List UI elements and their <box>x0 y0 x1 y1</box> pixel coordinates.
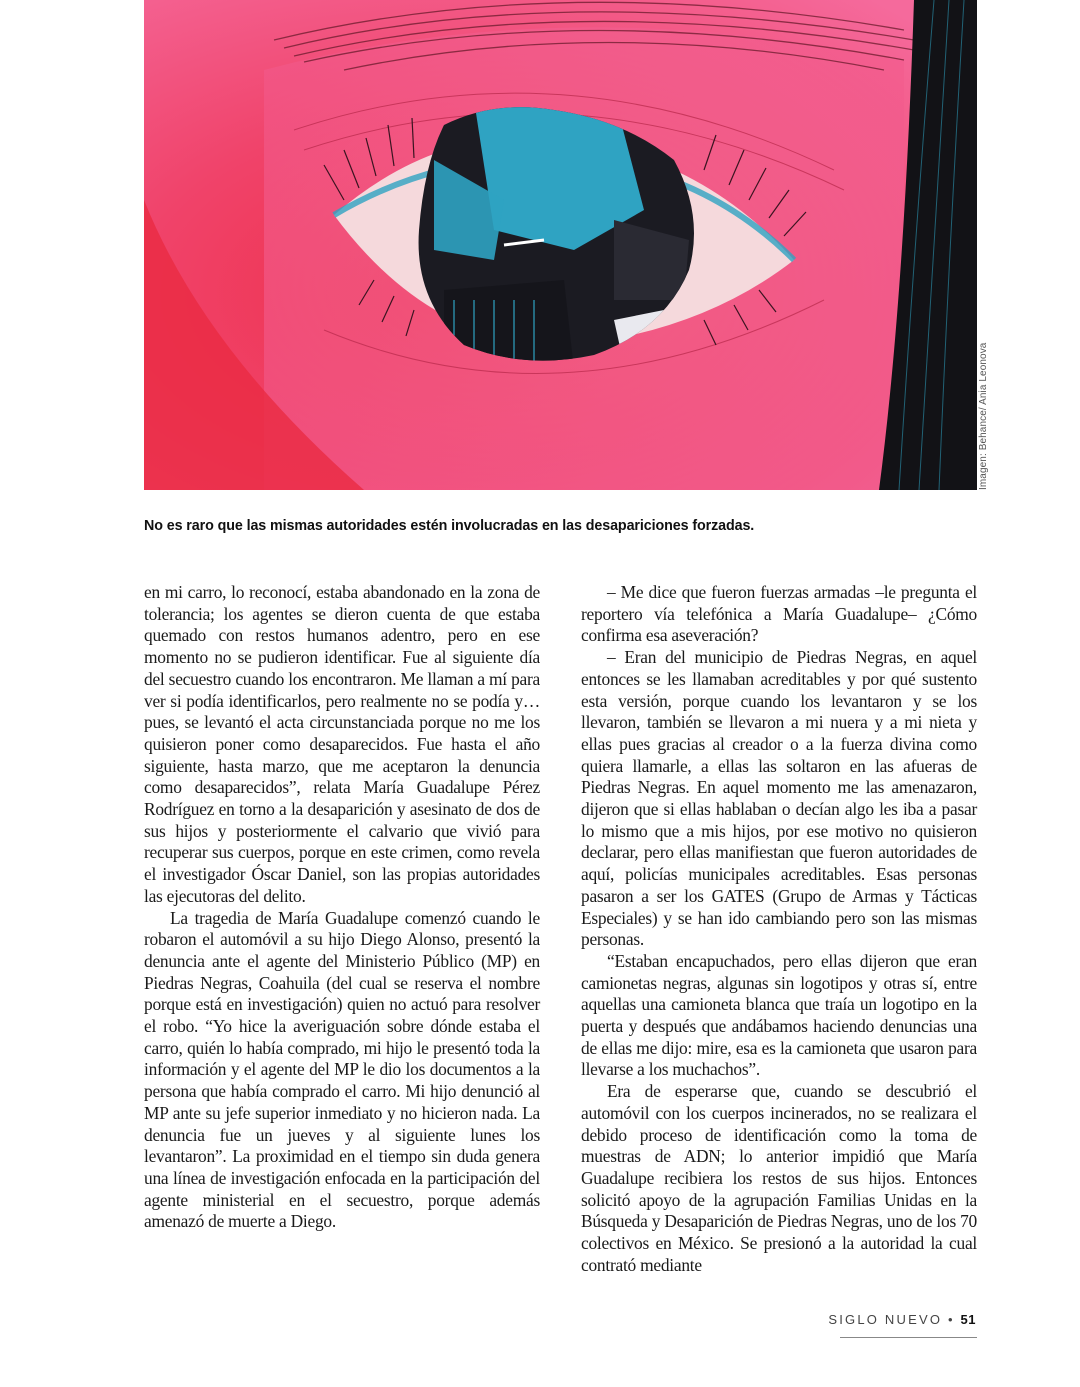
right-column <box>581 582 977 1277</box>
page-number: 51 <box>960 1312 976 1327</box>
body-paragraph: – Me dice que fueron fuerzas armadas –le pregunta el reportero vía telefónica a María Guadalupe– ¿Cómo confirma esa aseveración? <box>581 582 977 646</box>
footer-rule <box>840 1337 977 1338</box>
eye-reflection-illustration <box>144 0 977 490</box>
page-footer <box>828 1312 976 1327</box>
image-caption: No es raro que las mismas autoridades estén involucradas en las desapariciones forzadas. <box>144 518 755 534</box>
image-credit: Imagen: Behance/ Ania Leonova <box>978 342 989 490</box>
left-column <box>144 582 540 1233</box>
body-paragraph: “Estaban encapuchados, pero ellas dijeron que eran camionetas negras, algunas sin logotipos y otras sí, entre aquellas una camioneta blanca que traía un logotipo en la puerta y después que andábamos haciendo denuncias una de ellas me dijo: mire, esa es la camioneta que usaron para llevarse a los muchachos”. <box>581 950 977 1080</box>
body-paragraph: Era de esperarse que, cuando se descubrió el automóvil con los cuerpos incinerados, no se realizara el debido proceso de identificación como la toma de muestras de ADN; lo anterior impidió que María Guadalupe recibiera los restos de sus hijos. Entonces solicitó apoyo de la agrupación Familias Unidas en la Búsqueda y Desaparición de Piedras Negras, uno de los 70 colectivos en México. Se presionó a la autoridad la cual contrató mediante <box>581 1081 977 1275</box>
body-paragraph: en mi carro, lo reconocí, estaba abandonado en la zona de tolerancia; los agentes se dieron cuenta de que estaba quemado con restos humanos adentro, pero en ese momento no se pudieron identificar. Fue al siguiente día del secuestro cuando los encontraron. Me llaman a mí para ver si podía identificarlos, pero realmente no se podía y… pues, se levantó el acta circunstanciada porque no me los quisieron poner como desaparecidos. Fue hasta el año siguiente, hasta marzo, que me aceptaron la denuncia como desaparecidos”, relata María Guadalupe Pérez Rodríguez en torno a la desaparición y asesinato de dos de sus hijos y posteriormente el calvario que vivió para recuperar sus cuerpos, porque en este crimen, como revela el investigador Óscar Daniel, son las propias autoridades las ejecutoras del delito. <box>144 582 540 906</box>
body-paragraph: La tragedia de María Guadalupe comenzó cuando le robaron el automóvil a su hijo Diego Alonso, presentó la denuncia ante el agente del Ministerio Público (MP) en Piedras Negras, Coahuila (del cual se reserva el nombre porque está en investigación) quien no actuó para resolver el robo. “Yo hice la averiguación sobre dónde estaba el carro, quién lo había comprado, mi hijo le presentó toda la información y el agente del MP le dio los documentos a la persona que había comprado el carro. Mi hijo denunció al MP ante su jefe superior inmediato y no hicieron nada. La denuncia fue un jueves y al siguiente lunes los levantaron”. La proximidad en el tiempo sin duda genera una línea de investigación enfocada en la participación del agente ministerial en el secuestro, porque además amenazó de muerte a Diego. <box>144 907 540 1232</box>
eye-illustration-svg <box>144 0 977 490</box>
footer-separator: • <box>947 1312 955 1327</box>
body-paragraph: – Eran del municipio de Piedras Negras, en aquel entonces se les llamaban acreditables y por qué sustento esta versión, porque cuando los levantaron y se los llevaron, también se llevaron a mi nuera y a mi nieta y ellas pues gracias al creador o a la fuerza divina como quiera llamarle, a ellas las soltaron en las afueras de Piedras Negras. En aquel momento me las amenazaron, dijeron que si ellas hablaban o decían algo les iba a pasar lo mismo que a mis hijos, por ese motivo no quisieron declarar, pero ellas manifiestan que fueron autoridades de aquí, policías municipales acreditables. Esas personas pasaron a ser los GATES (Grupo de Armas y Tácticas Especiales) y se han ido cambiando pero son las mismas personas. <box>581 647 977 950</box>
publication-name: SIGLO NUEVO <box>828 1312 943 1327</box>
